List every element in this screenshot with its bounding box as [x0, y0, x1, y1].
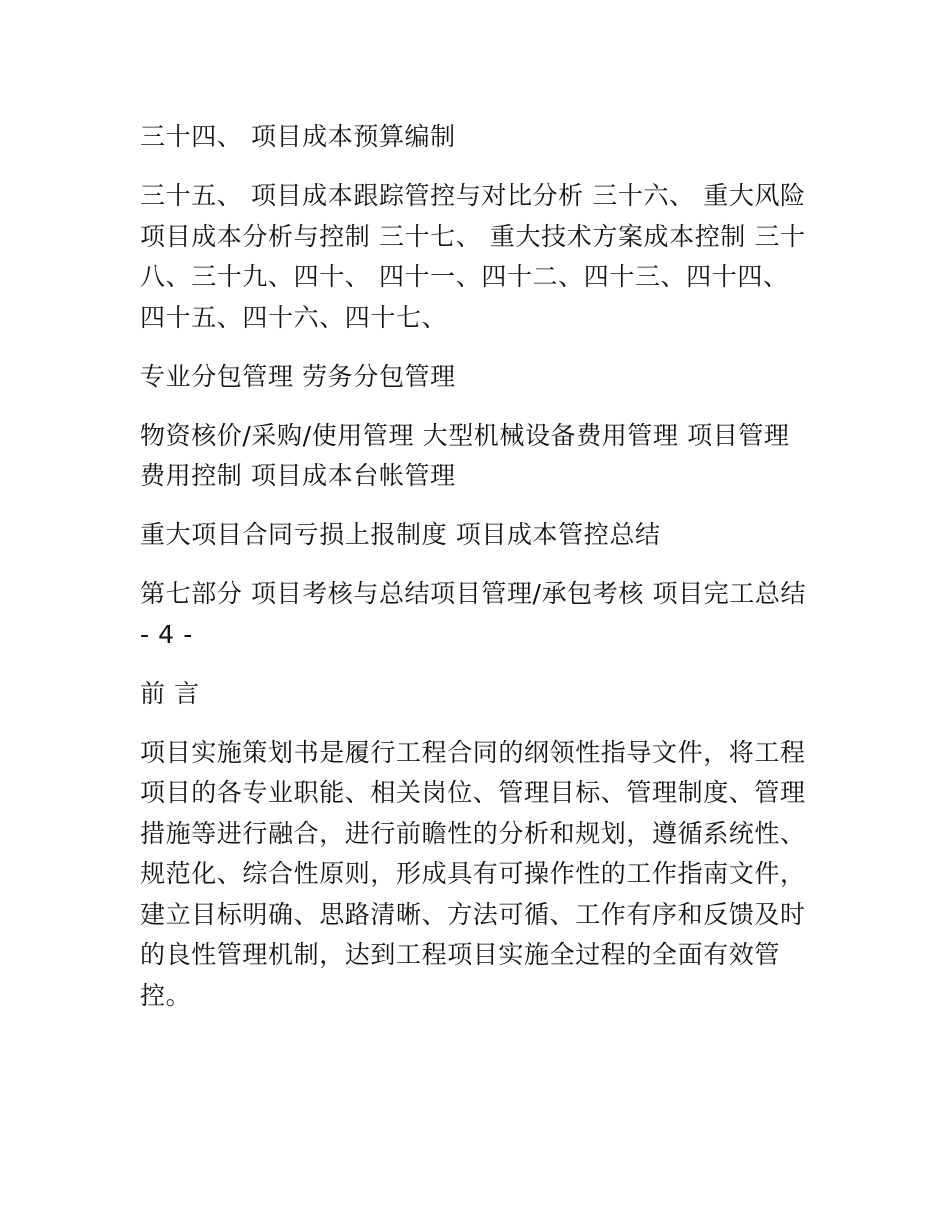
toc-lines-35-47: 三十五、 项目成本跟踪管控与对比分析 三十六、 重大风险项目成本分析与控制 三十七、 重大技术方案成本控制 三十八、三十九、四十、 四十一、四十二、四十三、四十四、四十五、四十六、四十七、 — [140, 181, 806, 332]
document-body — [140, 117, 812, 1035]
toc-part-seven: 第七部分 项目考核与总结项目管理/承包考核 项目完工总结 - 4 - — [140, 579, 807, 649]
toc-contract-loss: 重大项目合同亏损上报制度 项目成本管控总结 — [140, 520, 661, 549]
preface-heading: 前 言 — [140, 678, 200, 708]
toc-materials-equipment: 物资核价/采购/使用管理 大型机械设备费用管理 项目管理费用控制 项目成本台帐管理 — [140, 420, 790, 490]
toc-subcontract-management: 专业分包管理 劳务分包管理 — [140, 361, 456, 391]
preface-body: 项目实施策划书是履行工程合同的纲领性指导文件，将工程项目的各专业职能、相关岗位、管理目标、管理制度、管理措施等进行融合，进行前瞻性的分析和规划，遵循系统性、规范化、综合性原则，形成具有可操作性的工作指南文件，建立目标明确、思路清晰、方法可循、工作有序和反馈及时的良性管理机制，达到工程项目实施全过程的全面有效管控。 — [140, 737, 806, 1010]
toc-line-34: 三十四、 项目成本预算编制 — [140, 122, 456, 151]
